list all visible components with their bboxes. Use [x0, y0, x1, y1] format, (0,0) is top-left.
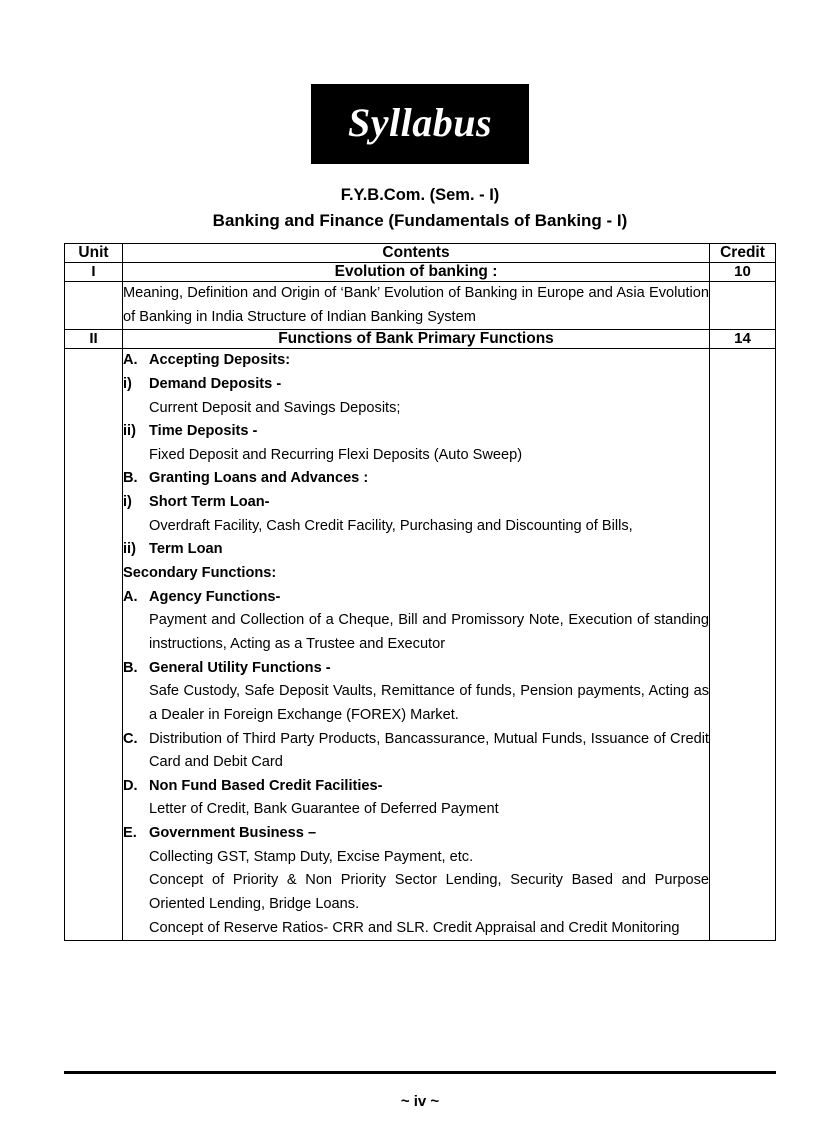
list-item: [123, 775, 709, 799]
syllabus-banner: Syllabus: [311, 84, 529, 164]
table-row: [65, 263, 776, 282]
list-text: Demand Deposits -: [149, 375, 282, 392]
unit-credit: 10: [710, 263, 776, 282]
list-text: General Utility Functions -: [149, 659, 331, 676]
table-row: [65, 282, 776, 330]
unit-number-blank: [65, 282, 123, 330]
footer-divider: [64, 1071, 776, 1074]
unit-title: Evolution of banking :: [123, 263, 710, 282]
list-item: [123, 349, 709, 373]
unit-number-blank: [65, 349, 123, 941]
list-subtext: Payment and Collection of a Cheque, Bill and Promissory Note, Execution of standing instructions, Acting as a Trustee and Executor: [149, 612, 709, 652]
unit-title: Functions of Bank Primary Functions: [123, 330, 710, 349]
table-row: [65, 330, 776, 349]
list-subtext: Fixed Deposit and Recurring Flexi Deposits (Auto Sweep): [149, 446, 523, 463]
list-item: [123, 586, 709, 610]
list-marker: C.: [123, 730, 138, 747]
list-item: [123, 491, 709, 515]
list-item: [123, 822, 709, 846]
list-subtext: Overdraft Facility, Cash Credit Facility, Purchasing and Discounting of Bills,: [149, 517, 633, 534]
secondary-functions-heading: Secondary Functions:: [123, 565, 277, 582]
subject-line: Banking and Finance (Fundamentals of Banking - I): [212, 211, 628, 230]
table-row: [65, 349, 776, 941]
unit-body: Meaning, Definition and Origin of ‘Bank’ Evolution of Banking in Europe and Asia Evolution of Banking in India Structure of Indian Banking System: [123, 282, 710, 330]
list-marker: ii): [123, 423, 136, 440]
syllabus-table: [64, 243, 776, 941]
list-text: Accepting Deposits:: [149, 352, 291, 369]
header-contents: Contents: [123, 244, 710, 263]
unit-credit-blank: [710, 349, 776, 941]
list-item: [123, 373, 709, 397]
list-subtext: Safe Custody, Safe Deposit Vaults, Remittance of funds, Pension payments, Acting as a Dealer in Foreign Exchange (FOREX) Market.: [149, 683, 709, 723]
list-subtext: Concept of Reserve Ratios- CRR and SLR. Credit Appraisal and Credit Monitoring: [149, 919, 680, 936]
list-marker: E.: [123, 825, 137, 842]
unit-credit: 14: [710, 330, 776, 349]
list-text: Short Term Loan-: [149, 494, 270, 511]
unit-body: [123, 349, 710, 941]
list-subtext: Collecting GST, Stamp Duty, Excise Payment, etc.: [149, 848, 474, 865]
list-item: [123, 538, 709, 562]
syllabus-banner-wrap: [64, 0, 776, 164]
unit-number: I: [65, 263, 123, 282]
list-text: Agency Functions-: [149, 588, 281, 605]
list-text: Time Deposits -: [149, 423, 258, 440]
list-marker: B.: [123, 659, 138, 676]
course-line: F.Y.B.Com. (Sem. - I): [340, 186, 500, 204]
list-marker: A.: [123, 352, 138, 369]
list-text: Term Loan: [149, 541, 223, 558]
list-marker: i): [123, 375, 132, 392]
list-text: Government Business –: [149, 825, 317, 842]
table-header-row: [65, 244, 776, 263]
list-item: [123, 420, 709, 444]
list-marker: D.: [123, 777, 138, 794]
unit-credit-blank: [710, 282, 776, 330]
list-text: Distribution of Third Party Products, Bancassurance, Mutual Funds, Issuance of Credit Card and Debit Card: [149, 730, 709, 771]
list-subtext: Current Deposit and Savings Deposits;: [149, 399, 401, 416]
unit-number: II: [65, 330, 123, 349]
list-item: [123, 657, 709, 681]
list-subtext: Concept of Priority & Non Priority Sector Lending, Security Based and Purpose Oriented Lending, Bridge Loans.: [149, 872, 709, 913]
header-credit: Credit: [710, 244, 776, 263]
list-marker: i): [123, 494, 132, 511]
list-item: [123, 467, 709, 491]
page-title: [64, 186, 776, 231]
list-marker: B.: [123, 470, 138, 487]
list-text: Non Fund Based Credit Facilities-: [149, 777, 383, 794]
header-unit: Unit: [65, 244, 123, 263]
page-number: ~ iv ~: [400, 1093, 440, 1110]
list-subtext: Letter of Credit, Bank Guarantee of Deferred Payment: [149, 801, 499, 818]
list-text: Granting Loans and Advances :: [149, 470, 369, 487]
list-marker: ii): [123, 541, 136, 558]
list-marker: A.: [123, 588, 138, 605]
list-item: [123, 728, 709, 775]
